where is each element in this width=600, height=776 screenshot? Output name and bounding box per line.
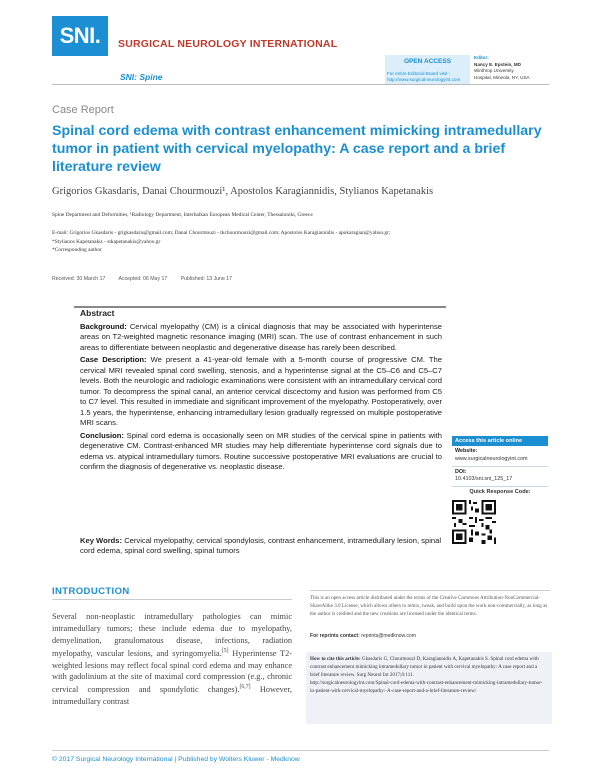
license-notice: This is an open access article distributed under the terms of the Creative Commons Attribution-NonCommercial-ShareAlike 3.0 License, which allows others to remix, tweak, and build upon the work non-commercially, as long as the author is credited and the new creations are licensed under the identical terms. [310, 590, 550, 618]
abstract-background [80, 322, 442, 353]
background-text: Cervical myelopathy (CM) is a clinical diagnosis that may be associated with hyperintense areas on T2-weighted magnetic resonance imaging (MRI) scan. The use of contrast enhancement in such areas to differentiate between neoplastic and degenerative disease has rarely been described. [80, 322, 442, 352]
citation-text [310, 656, 548, 695]
access-box-header: Access this article online [452, 436, 548, 446]
journal-logo: SNI. [52, 16, 108, 56]
keywords-label: Key Words: [80, 536, 123, 545]
intro-text-b: Hyperintense T2-weighted lesions may reflect focal spinal cord edema and may enhance with gadolinium at the site of maximal cord compression (e.g., chronic cervical compression and spondylotic changes). [52, 648, 292, 695]
affiliations: Spine Department and Deformities, ¹Radiology Department, Interbalkan European Medical Center, Thessaloniki, Greece [52, 212, 313, 218]
intro-ref-b[interactable]: [6,7] [239, 684, 251, 691]
accepted-date: Accepted: 06 May 17 [118, 276, 168, 282]
journal-brand-name: SURGICAL NEUROLOGY INTERNATIONAL [118, 38, 338, 50]
website-link[interactable]: www.surgicalneurologyint.com [455, 455, 528, 462]
email-line-2: *Stylianos Kapetanakis - stkapetanakis@yahoo.gr [52, 238, 161, 245]
keywords [80, 536, 442, 557]
qr-code-icon[interactable] [452, 500, 496, 544]
article-title: Spinal cord edema with contrast enhancement mimicking intramedullary tumor in patient with cervical myelopathy: A case report and a brief literature review [52, 123, 542, 176]
qr-code-label: Quick Response Code: [469, 489, 531, 496]
introduction-divider [52, 599, 292, 600]
doi-block [452, 467, 548, 488]
editorial-board-note [387, 71, 472, 83]
reprints-email[interactable]: reprints@medknow.com [361, 633, 416, 639]
intro-ref-a[interactable]: [5] [221, 647, 229, 654]
article-access-box [452, 436, 548, 549]
introduction-heading: INTRODUCTION [52, 586, 130, 597]
case-label: Case Description: [80, 355, 147, 365]
website-block [452, 446, 548, 467]
abstract-heading: Abstract [80, 308, 115, 318]
introduction-body [52, 611, 292, 708]
reprints-label: For reprints contact: [310, 633, 360, 639]
author-list: Grigorios Gkasdaris, Danai Chourmouzi¹, Apostolos Karagiannidis, Stylianos Kapetanakis [52, 186, 434, 197]
abstract-body [80, 322, 442, 475]
keywords-text: Cervical myelopathy, cervical spondylosis, contrast enhancement, intramedullary lesion, spinal cord edema, spinal cord swelling, spinal tumors [80, 536, 442, 556]
editor-label: Editor: [474, 55, 489, 60]
doi-label: DOI: [455, 468, 467, 475]
footer-copyright: © 2017 Surgical Neurology International | Published by Wolters Kluwer - Medknow [52, 756, 300, 763]
published-date: Published: 13 June 17 [180, 276, 233, 282]
reprints-contact [310, 633, 550, 639]
editorial-board-line1: For entire Editorial Board visit : [387, 71, 450, 76]
citation-label: How to cite this article: [310, 656, 361, 662]
doi-link[interactable]: 10.4103/sni.sni_125_17 [455, 476, 513, 483]
citation-url[interactable]: http://surgicalneurologyint.com/Spinal-cord-edema-with-contrast-enhancement-mimicking-intramedullary-tumor-in-patient-with-cervical-myelopathy:-A-case-report-and-a-brief-literature-review/ [310, 679, 543, 694]
intro-text-c: However, intramedullary contrast [52, 685, 292, 707]
case-text: We present a 41-year-old female with a 5-month course of progressive CM. The cervical MRI revealed spinal cord swelling, stenosis, and a hyperintense signal at the C5–C6 and C5–C7 levels. Both the neurologic and radiologic examinations were consistent with an intramedullary cervical cord tumor. To decompress the spinal canal, an anterior cervical discectomy and fusion was performed from C5 to C7 level. This resulted in immediate and significant improvement of the myelopathy. Postoperatively, over 1.5 years, the hyperintense, enhancing intramedullary lesion gradually regressed on multiple postoperative MRI scans. [80, 355, 442, 428]
publication-dates [52, 276, 552, 282]
corresponding-author-note: *Corresponding author [52, 247, 102, 254]
conclusion-label: Conclusion: [80, 430, 124, 440]
intro-text-a: Several non-neoplastic intramedullary pathologies can mimic intramedullary tumors; these include edema due to myelopathy, demyelination, granulomatous disease, infections, radiation myelopathy, vascular lesions, and syringomyelia. [52, 612, 292, 658]
header-divider [52, 84, 549, 85]
citation-body: Gkasdaris G, Chourmouzi D, Karagiannidis A, Kapetanakis S. Spinal cord edema with contrast enhancement mimicking intramedullary tumor in patient with cervical myelopathy: A case report and a brief literature review. Surg Neurol Int 2017;8:111. [310, 656, 539, 678]
received-date: Received: 30 March 17 [52, 276, 106, 282]
conclusion-text: Spinal cord edema is occasionally seen on MR studies of the cervical spine in patients with degenerative CM. Contrast-enhanced MR studies may help differentiate hyperintense cord signals due to edema vs. atypical intramedullary tumors. Routine successive postoperative MRI evaluations are crucial to confirm the diagnosis of degenerative vs. neoplastic disease. [80, 430, 442, 472]
abstract-case [80, 355, 442, 428]
website-label: Website: [455, 448, 478, 454]
editor-affiliation-2: Hospital, Mineola, NY, USA [474, 74, 530, 80]
editor-info [474, 55, 554, 82]
editor-affiliation-1: Winthrop University [474, 68, 514, 74]
journal-section: SNI: Spine [120, 72, 163, 82]
article-type: Case Report [52, 104, 114, 116]
background-label: Background: [80, 322, 127, 331]
abstract-conclusion [80, 431, 442, 473]
author-emails [52, 229, 552, 255]
open-access-title: OPEN ACCESS [403, 58, 452, 65]
footer-divider [52, 750, 549, 751]
editor-name: Nancy E. Epstein, MD [474, 61, 521, 67]
email-line-1: E-mail: Grigorios Gkasdaris - grigkasdaris@gmail.com; Danai Chourmouzi - tkchourmouzi@gmail.com; Apostolos Karagiannidis - apokaragian@yahoo.gr; [52, 230, 391, 236]
editorial-board-link[interactable]: http://www.surgicalneurologyint.com [387, 77, 461, 83]
